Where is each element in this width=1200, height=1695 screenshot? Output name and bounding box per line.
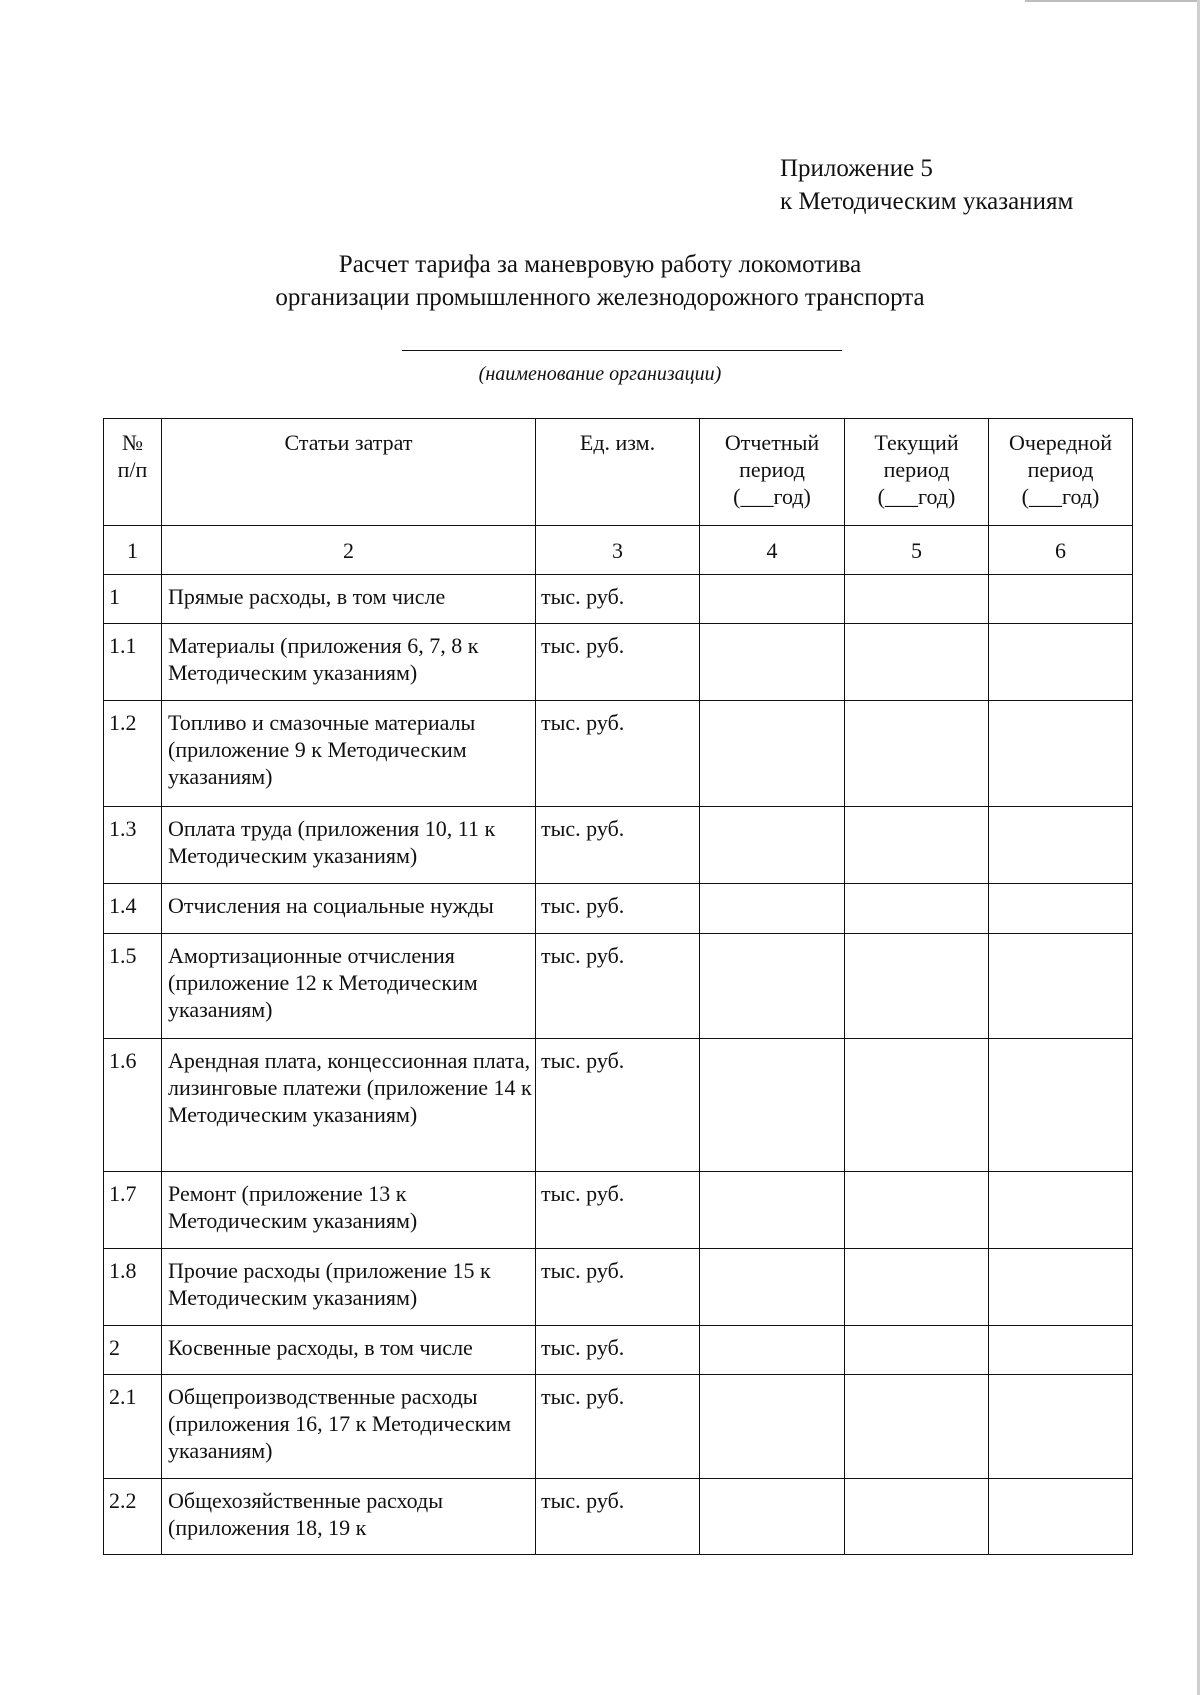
header-reporting-line-3: (___год) [733, 484, 811, 509]
cell-current[interactable] [845, 1326, 989, 1375]
cell-next[interactable] [989, 1039, 1133, 1172]
row-unit: тыс. руб. [536, 624, 700, 701]
header-current-period [845, 419, 989, 526]
cell-current[interactable] [845, 1039, 989, 1172]
row-number: 1 [104, 575, 162, 624]
table-row [104, 1375, 1133, 1479]
document-title [0, 248, 1200, 314]
row-number: 2.2 [104, 1479, 162, 1555]
cell-reporting[interactable] [700, 624, 845, 701]
table-row [104, 575, 1133, 624]
row-article: Косвенные расходы, в том числе [162, 1326, 536, 1375]
row-unit: тыс. руб. [536, 1479, 700, 1555]
column-number: 1 [104, 526, 162, 575]
row-number: 1.4 [104, 884, 162, 934]
cell-next[interactable] [989, 701, 1133, 807]
header-unit: Ед. изм. [536, 419, 700, 526]
row-article: Общепроизводственные расходы (приложения 16, 17 к Методическим указаниям) [162, 1375, 536, 1479]
appendix-line-2: к Методическим указаниям [780, 188, 1074, 215]
table-row [104, 807, 1133, 884]
cell-current[interactable] [845, 884, 989, 934]
column-number-row [104, 526, 1133, 575]
row-number: 1.2 [104, 701, 162, 807]
row-article: Прочие расходы (приложение 15 к Методическим указаниям) [162, 1249, 536, 1326]
table-row [104, 1326, 1133, 1375]
cell-next[interactable] [989, 807, 1133, 884]
column-number: 3 [536, 526, 700, 575]
cell-reporting[interactable] [700, 1479, 845, 1555]
row-number: 1.3 [104, 807, 162, 884]
table-row [104, 1039, 1133, 1172]
table-row [104, 884, 1133, 934]
row-article: Топливо и смазочные материалы (приложение 9 к Методическим указаниям) [162, 701, 536, 807]
header-current-line-1: Текущий [874, 430, 959, 455]
row-number: 2.1 [104, 1375, 162, 1479]
cell-reporting[interactable] [700, 884, 845, 934]
header-reporting-line-2: период [739, 457, 805, 482]
column-number: 6 [989, 526, 1133, 575]
cell-reporting[interactable] [700, 1375, 845, 1479]
header-next-line-2: период [1027, 457, 1094, 482]
title-line-1: Расчет тарифа за маневровую работу локомотива [338, 251, 862, 278]
row-unit: тыс. руб. [536, 701, 700, 807]
cell-reporting[interactable] [700, 701, 845, 807]
cell-next[interactable] [989, 575, 1133, 624]
cell-next[interactable] [989, 884, 1133, 934]
row-article: Материалы (приложения 6, 7, 8 к Методическим указаниям) [162, 624, 536, 701]
cell-next[interactable] [989, 1479, 1133, 1555]
cell-current[interactable] [845, 624, 989, 701]
header-next-line-1: Очередной [1009, 430, 1112, 455]
cell-current[interactable] [845, 575, 989, 624]
cell-current[interactable] [845, 1172, 989, 1249]
column-number: 2 [162, 526, 536, 575]
cell-reporting[interactable] [700, 1249, 845, 1326]
row-unit: тыс. руб. [536, 1249, 700, 1326]
top-edge-rule [1025, 0, 1200, 2]
table-row [104, 701, 1133, 807]
header-next-period [989, 419, 1133, 526]
cost-table [103, 418, 1133, 1555]
cell-reporting[interactable] [700, 934, 845, 1039]
row-article: Отчисления на социальные нужды [162, 884, 536, 934]
row-unit: тыс. руб. [536, 884, 700, 934]
cell-next[interactable] [989, 624, 1133, 701]
header-reporting-period [700, 419, 845, 526]
table-row [104, 1249, 1133, 1326]
row-number: 2 [104, 1326, 162, 1375]
cell-next[interactable] [989, 1249, 1133, 1326]
cell-reporting[interactable] [700, 807, 845, 884]
table-row [104, 1172, 1133, 1249]
cell-current[interactable] [845, 934, 989, 1039]
cell-current[interactable] [845, 807, 989, 884]
header-current-line-3: (___год) [877, 484, 956, 509]
table-row [104, 624, 1133, 701]
header-num [104, 419, 162, 526]
organization-caption: (наименование организации) [478, 363, 722, 385]
cell-next[interactable] [989, 934, 1133, 1039]
table-row [104, 934, 1133, 1039]
organization-name-line [402, 350, 842, 351]
row-number: 1.8 [104, 1249, 162, 1326]
cell-current[interactable] [845, 1479, 989, 1555]
table-row [104, 1479, 1133, 1555]
appendix-reference [780, 152, 1073, 218]
row-unit: тыс. руб. [536, 1172, 700, 1249]
row-unit: тыс. руб. [536, 1375, 700, 1479]
header-current-line-2: период [883, 457, 950, 482]
row-article: Оплата труда (приложения 10, 11 к Методическим указаниям) [162, 807, 536, 884]
cell-reporting[interactable] [700, 1039, 845, 1172]
table-header-row [104, 419, 1133, 526]
column-number: 4 [700, 526, 845, 575]
row-unit: тыс. руб. [536, 934, 700, 1039]
cell-reporting[interactable] [700, 575, 845, 624]
header-num-line-2: п/п [117, 457, 148, 482]
row-article: Ремонт (приложение 13 к Методическим указаниям) [162, 1172, 536, 1249]
row-article: Общехозяйственные расходы (приложения 18, 19 к [162, 1479, 536, 1555]
cell-next[interactable] [989, 1326, 1133, 1375]
row-unit: тыс. руб. [536, 807, 700, 884]
title-line-2: организации промышленного железнодорожного транспорта [275, 284, 925, 311]
cell-current[interactable] [845, 701, 989, 807]
cell-next[interactable] [989, 1172, 1133, 1249]
row-number: 1.6 [104, 1039, 162, 1172]
row-number: 1.1 [104, 624, 162, 701]
row-article: Прямые расходы, в том числе [162, 575, 536, 624]
header-articles: Статьи затрат [162, 419, 536, 526]
cell-reporting[interactable] [700, 1172, 845, 1249]
cell-current[interactable] [845, 1375, 989, 1479]
row-number: 1.7 [104, 1172, 162, 1249]
row-unit: тыс. руб. [536, 1326, 700, 1375]
column-number: 5 [845, 526, 989, 575]
row-unit: тыс. руб. [536, 1039, 700, 1172]
cell-current[interactable] [845, 1249, 989, 1326]
row-article: Амортизационные отчисления (приложение 12 к Методическим указаниям) [162, 934, 536, 1039]
cell-next[interactable] [989, 1375, 1133, 1479]
cell-reporting[interactable] [700, 1326, 845, 1375]
row-number: 1.5 [104, 934, 162, 1039]
header-reporting-line-1: Отчетный [724, 430, 820, 455]
row-unit: тыс. руб. [536, 575, 700, 624]
header-next-line-3: (___год) [1021, 484, 1100, 509]
appendix-line-1: Приложение 5 [780, 155, 933, 182]
header-num-line-1: № [122, 430, 143, 455]
row-article: Арендная плата, концессионная плата, лизинговые платежи (приложение 14 к Методическим указаниям) [162, 1039, 536, 1172]
